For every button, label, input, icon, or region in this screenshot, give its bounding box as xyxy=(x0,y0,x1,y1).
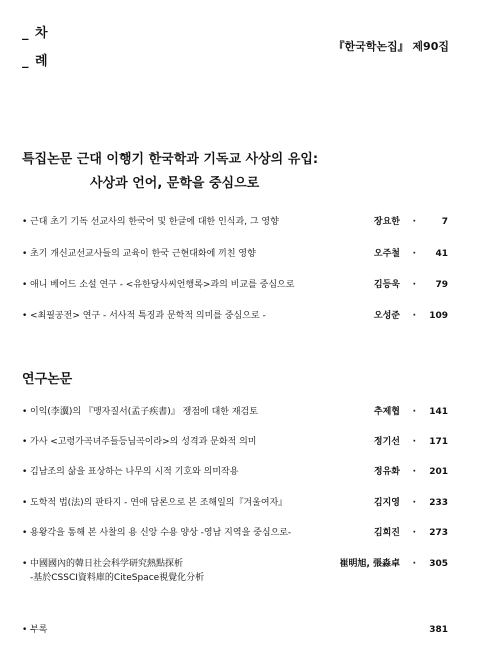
entry-page: 171 xyxy=(429,437,448,447)
bullet-icon: • xyxy=(22,559,28,569)
entry-author: 장요한 xyxy=(373,217,400,227)
separator-dot: · xyxy=(412,407,416,417)
bullet-icon: • xyxy=(22,249,28,259)
entry-author: 김희진 xyxy=(373,528,400,538)
separator-dot: · xyxy=(412,559,416,569)
entry-author: 오주철 xyxy=(373,249,400,259)
entry-author: 오성준 xyxy=(373,311,400,321)
entry-title: 초기 개신교선교사들의 교육이 한국 근현대화에 끼친 영향 xyxy=(30,249,256,259)
entry-page: 141 xyxy=(429,407,448,417)
toc-heading-line1: _ 차 xyxy=(22,26,49,41)
entry-title: <최필공전> 연구 - 서사적 특징과 문학적 의미를 중심으로 - xyxy=(30,311,266,321)
entry-title: 이익(李瀷)의 『맹자질서(孟子疾書)』 쟁점에 대한 재검토 xyxy=(30,407,258,417)
separator-dot: · xyxy=(412,528,416,538)
bullet-icon: • xyxy=(22,528,28,538)
entry-author: 김등욱 xyxy=(373,280,400,290)
separator-dot: · xyxy=(412,498,416,508)
entry-author: 김지영 xyxy=(373,498,400,508)
separator-dot: · xyxy=(412,467,416,477)
entry-title: 가사 <고령가곡녀주들등님곡이라>의 성격과 문화적 의미 xyxy=(30,437,257,447)
separator-dot: · xyxy=(412,437,416,447)
entry-page: 201 xyxy=(429,467,448,477)
special-section-title: 특집논문 근대 이행기 한국학과 기독교 사상의 유입: xyxy=(22,152,319,167)
entry-page: 7 xyxy=(441,217,448,227)
toc-entry[interactable] xyxy=(22,558,448,586)
entry-title: 부록 xyxy=(30,625,48,635)
special-section-subtitle: 사상과 언어, 문학을 중심으로 xyxy=(90,176,260,191)
separator-dot: · xyxy=(412,217,416,227)
separator-dot: · xyxy=(412,280,416,290)
bullet-icon: • xyxy=(22,467,28,477)
entry-author: 정기선 xyxy=(373,437,400,447)
bullet-icon: • xyxy=(22,280,28,290)
research-section-title: 연구논문 xyxy=(22,372,73,387)
entry-title: 애니 베어드 소설 연구 - <유한당사씨언행록>과의 비교를 중심으로 xyxy=(30,280,295,290)
entry-title: 근대 초기 기독 선교사의 한국어 및 한글에 대한 인식과, 그 영향 xyxy=(30,217,279,227)
entry-page: 381 xyxy=(429,625,448,635)
entry-page: 109 xyxy=(429,311,448,321)
entry-page: 79 xyxy=(435,280,448,290)
entry-title: 김남조의 삶을 표상하는 나무의 시적 기호와 의미작용 xyxy=(30,467,239,477)
entry-title: 용왕각을 통해 본 사찰의 용 신앙 수용 양상 -영남 지역을 중심으로- xyxy=(30,528,292,538)
entry-author: 崔明旭, 張淼卓 xyxy=(339,559,400,569)
separator-dot: · xyxy=(412,249,416,259)
entry-subtitle: -基於CSSCI資料庫的CiteSpace視覺化分析 xyxy=(30,573,205,583)
toc-heading-line2: _ 례 xyxy=(22,54,49,69)
entry-page: 305 xyxy=(429,559,448,569)
entry-title: 中國國內的韓日社会科学研究熱點探析 xyxy=(30,559,184,569)
journal-title: 『한국학논집』 제90집 xyxy=(333,40,449,53)
bullet-icon: • xyxy=(22,625,28,635)
entry-title: 도학적 법(法)의 판타지 - 연애 담론으로 본 조해일의『겨울여자』 xyxy=(30,498,288,508)
entry-page: 273 xyxy=(429,528,448,538)
bullet-icon: • xyxy=(22,437,28,447)
entry-author: 정유화 xyxy=(373,467,400,477)
entry-author: 추제협 xyxy=(373,407,400,417)
bullet-icon: • xyxy=(22,311,28,321)
bullet-icon: • xyxy=(22,407,28,417)
bullet-icon: • xyxy=(22,217,28,227)
bullet-icon: • xyxy=(22,498,28,508)
separator-dot: · xyxy=(412,311,416,321)
entry-page: 41 xyxy=(435,249,448,259)
entry-page: 233 xyxy=(429,498,448,508)
